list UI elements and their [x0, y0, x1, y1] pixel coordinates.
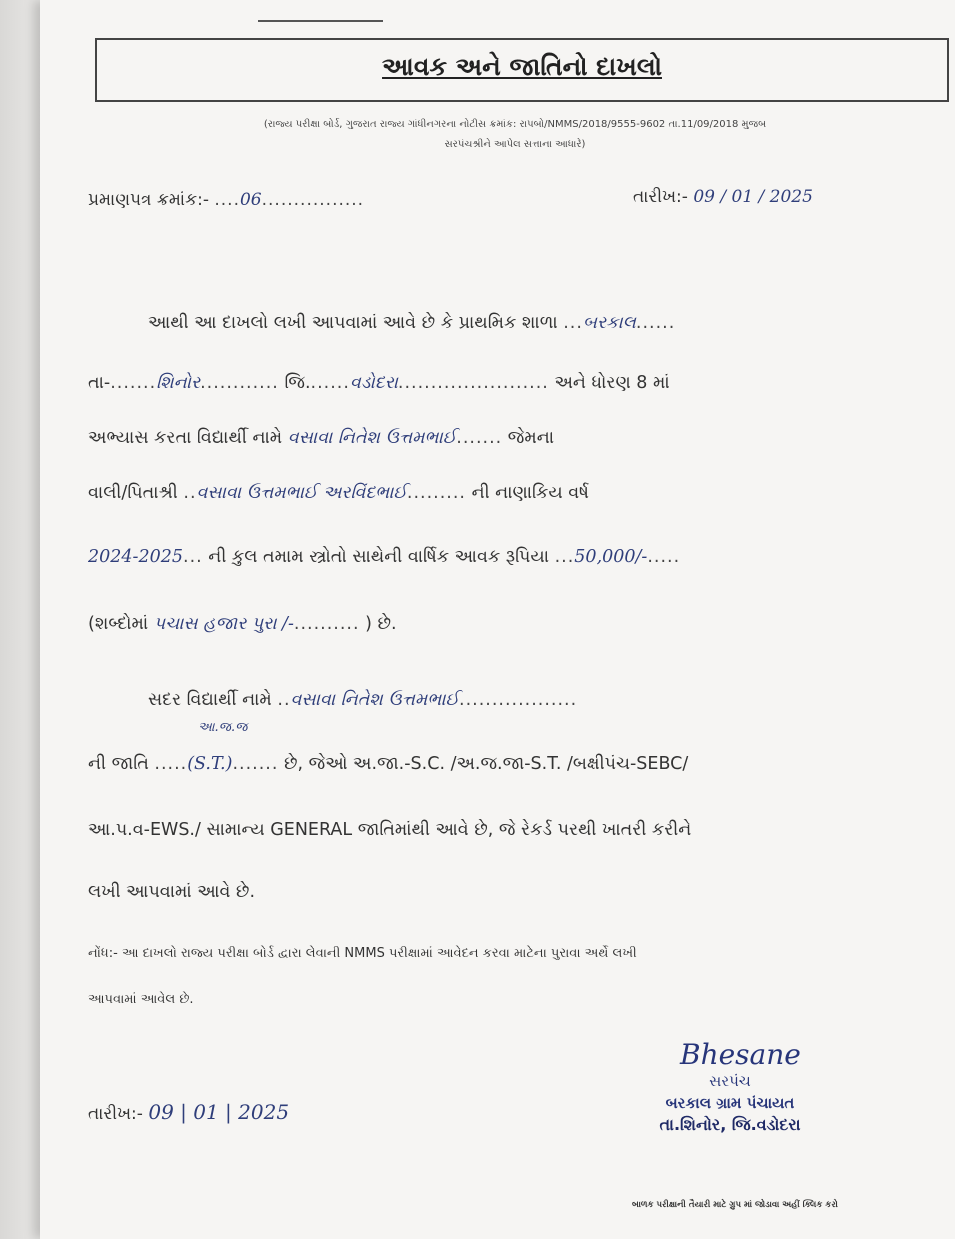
guardian-name: વસાવા ઉત્તમભાઈ અરવિંદભાઈ: [196, 483, 407, 503]
document-title: આવક અને જાતિનો દાખલો: [382, 52, 662, 81]
caste-value: (S.T.): [187, 754, 233, 774]
para-line-10: લખી આપવામાં આવે છે.: [88, 882, 256, 902]
caste-options: છે, જેઓ અ.જા.-S.C. /અ.જ.જા-S.T. /બક્ષીપંચ-SEBC/: [283, 754, 689, 774]
top-rule: [258, 20, 383, 22]
para-line-7: સદર વિદ્યાર્થી નામે ..વસાવા નિતેશ ઉત્તમભાઈ..................: [148, 690, 578, 710]
notice-line-2: સરપંચશ્રીને આપેલ સત્તાના આધારે): [444, 139, 586, 150]
notice-reference: [115, 115, 915, 155]
district-label: જિ.: [284, 373, 311, 393]
words-label: (શબ્દોમાં: [88, 614, 149, 634]
taluka-value: શિનોર: [156, 373, 201, 393]
notice-line-1: (રાજ્ય પરીક્ષા બોર્ડ, ગુજરાત રાજ્ય ગાંધીનગરના નોટીસ ક્રમાંક: રાપબો/NMMS/2018/9555-9602 તા.11/09/2018 મુજબ: [263, 119, 767, 130]
footer-link[interactable]: બાળક પરીક્ષાની તૈયારી માટે ગ્રુપ માં જોડાવા અહીં ક્લિક કરો: [632, 1200, 838, 1210]
student-name-2: વસાવા નિતેશ ઉત્તમભાઈ: [290, 690, 460, 710]
bottom-date-value: 09 | 01 | 2025: [148, 1100, 290, 1124]
note-line-1: નોંધ:- આ દાખલો રાજ્ય પરીક્ષા બોર્ડ દ્વારા લેવાની NMMS પરીક્ષામાં આવેદન કરવા માટેના પુરાવા અર્થે લખી: [88, 946, 637, 961]
note-line-2: આપવામાં આવેલ છે.: [88, 992, 194, 1007]
income-words: પચાસ હજાર પુરા /-: [153, 614, 294, 634]
stamp-title: સરપંચ: [709, 1072, 751, 1090]
title-box: [95, 38, 949, 102]
para5-text: ની કુલ તમામ સ્ત્રોતો સાથેની વાર્ષિક આવક રૂપિયા: [208, 547, 550, 567]
para6-suffix: ) છે.: [365, 614, 397, 634]
bottom-date: [88, 1100, 289, 1124]
para-line-4: વાલી/પિતાશ્રી ..વસાવા ઉત્તમભાઈ અરવિંદભાઈ......... ની નાણાકિય વર્ષ: [88, 483, 589, 503]
caste-handnote: [198, 720, 247, 735]
date-value: 09 / 01 / 2025: [693, 187, 813, 207]
certificate-date: [633, 187, 813, 207]
district-value: વડોદરા: [349, 373, 398, 393]
stamp-address: તા.શિનોર, જિ.વડોદરા: [659, 1115, 801, 1134]
para4-suffix: ની નાણાકિય વર્ષ: [471, 483, 589, 503]
guardian-label: વાલી/પિતાશ્રી: [88, 483, 178, 503]
date-label: તારીખ:-: [633, 187, 688, 207]
cert-no-value: 06: [239, 190, 262, 210]
para-line-3: અભ્યાસ કરતા વિદ્યાર્થી નામે વસાવા નિતેશ ઉત્તમભાઈ....... જેમના: [88, 428, 555, 448]
caste-hand-text: આ.જ.જ: [198, 720, 248, 735]
sarpanch-signature: Bhesane: [680, 1038, 801, 1071]
para-line-2: તા-.......શિનોર............ જિ.......વડોદરા....................... અને ધોરણ 8 માં: [88, 373, 670, 393]
para-line-1: આથી આ દાખલો લખી આપવામાં આવે છે કે પ્રાથમિક શાળા ...બરકાલ......: [148, 313, 676, 333]
para-line-5: 2024-2025... ની કુલ તમામ સ્ત્રોતો સાથેની વાર્ષિક આવક રૂપિયા ...50,000/-.....: [88, 547, 681, 567]
taluka-label: તા-: [88, 373, 111, 393]
income-amount: 50,000/-: [574, 547, 648, 567]
school-name: બરકાલ: [582, 313, 636, 333]
para3-suffix: જેમના: [507, 428, 555, 448]
para-line-9: આ.પ.વ-EWS./ સામાન્ય GENERAL જાતિમાંથી આવે છે, જે રેકર્ડ પરથી ખાતરી કરીને: [88, 820, 692, 840]
sarpanch-stamp: [615, 1070, 845, 1136]
para3-prefix: અભ્યાસ કરતા વિદ્યાર્થી નામે: [88, 428, 283, 448]
certificate-number: પ્રમાણપત્ર ક્રમાંક:- ....06................: [88, 190, 365, 210]
stamp-panchayat: બરકાલ ગ્રામ પંચાયત: [665, 1094, 795, 1112]
student-name: વસાવા નિતેશ ઉત્તમભાઈ: [287, 428, 457, 448]
bottom-date-label: તારીખ:-: [88, 1104, 143, 1124]
cert-no-label: પ્રમાણપત્ર ક્રમાંક:-: [88, 190, 209, 210]
caste-label: ની જાતિ: [88, 754, 149, 774]
para-line-6: (શબ્દોમાં પચાસ હજાર પુરા /-.......... ) છે.: [88, 614, 397, 634]
para-line-8: ની જાતિ .....(S.T.)....... છે, જેઓ અ.જા.-S.C. /અ.જ.જા-S.T. /બક્ષીપંચ-SEBC/: [88, 754, 689, 774]
para7-prefix: સદર વિદ્યાર્થી નામે: [148, 690, 272, 710]
para1-prefix: આથી આ દાખલો લખી આપવામાં આવે છે કે પ્રાથમિક શાળા: [148, 313, 558, 333]
financial-year: 2024-2025: [88, 547, 183, 567]
para2-suffix: અને ધોરણ 8 માં: [554, 373, 670, 393]
